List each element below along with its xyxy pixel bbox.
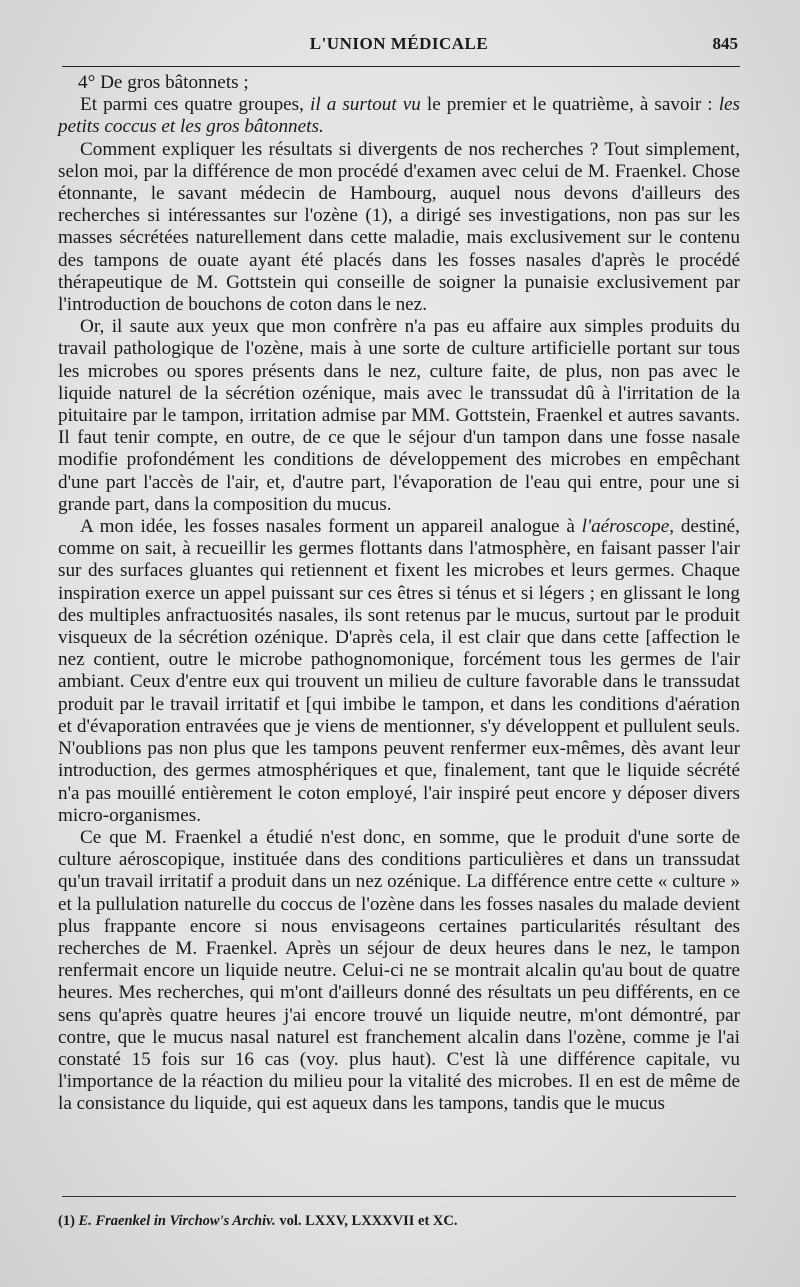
emphasis: l'aéroscope: [581, 516, 670, 538]
footnote-detail: vol. LXXV, LXXXVII et XC.: [275, 1213, 458, 1229]
running-title: L'UNION MÉDICALE: [309, 34, 489, 53]
page-header: [60, 34, 738, 64]
footnote: [58, 1212, 740, 1230]
paragraph-culture: Or, il saute aux yeux que mon confrère n'a pas eu affaire aux simples produits du travail pathologique de l'ozène, mais à une sorte de culture artificielle portant sur tous les microbes ou spores présents dans le nez, culture faite, de plus, non pas avec le liquide naturel de la sécrétion ozénique, mais avec le transsudat dû à l'irritation de la pituitaire par le tampon, irritation admise par MM. Gottstein, Fraenkel et autres savants. Il faut tenir compte, en outre, de ce que le séjour d'un tampon dans une fosse nasale modifie profondément les conditions de développement des microbes en empêchant d'une part l'accès de l'air, et, d'autre part, l'évaporation de l'eau qui entre, pour une si grande part, dans la composition du mucus.: [58, 316, 740, 515]
footnote-source: E. Fraenkel in Virchow's Archiv.: [78, 1213, 276, 1229]
footnote-marker: (1): [58, 1213, 79, 1229]
emphasis: il a surtout vu: [310, 94, 421, 116]
paragraph-aeroscope: A mon idée, les fosses nasales forment un appareil analogue à l'aéroscope, destiné, comme on sait, à recueillir les germes flottants dans l'atmosphère, en faisant passer l'air sur des surfaces gluantes qui retiennent et fixent les microbes et leurs germes. Chaque inspiration exerce un appel puissant sur ces êtres si ténus et si légers ; en glissant le long des multiples anfractuosités nasales, ils sont retenus par le mucus, surtout par le produit visqueux de la sécrétion ozénique. D'après cela, il est clair que dans cette [affection le nez contient, outre le microbe pathognomonique, forcément tous les germes de l'air ambiant. Ceux d'entre eux qui trouvent un milieu de culture favorable dans le transsudat produit par le travail irritatif et [qui imbibe le tampon, et dans les conditions d'aération et d'évaporation entravées que je viens de mentionner, s'y développent et pullulent seuls. N'oublions pas non plus que les tampons peuvent renfermer eux-mêmes, dès avant leur introduction, des germes atmosphériques et que, finalement, tant que le liquide sécrété n'a pas mouillé entièrement le coton employé, l'air inspiré peut encore y déposer divers micro-organismes.: [58, 516, 740, 826]
body-text: [58, 72, 740, 1116]
paragraph-explanation: Comment expliquer les résultats si divergents de nos recherches ? Tout simplement, selon moi, par la différence de mon procédé d'examen avec celui de M. Fraenkel. Chose étonnante, le savant médecin de Hambourg, auquel nous devons d'ailleurs des recherches si intéressantes sur l'ozène (1), a dirigé ses investigations, non pas sur les masses sécrétées naturellement dans cette maladie, mais exclusivement sur le contenu des tampons de ouate ayant été placés dans les fosses nasales d'après le procédé thérapeutique de M. Gottstein qui conseille de soigner la punaisie exclusivement par l'introduction de bouchons de coton dans le nez.: [58, 138, 740, 316]
footnote-rule: [62, 1196, 736, 1197]
page-number: 845: [712, 34, 738, 53]
paragraph-groups: Et parmi ces quatre groupes, il a surtout vu le premier et le quatrième, à savoir : les petits coccus et les gros bâtonnets.: [58, 94, 741, 138]
emphasis: les petits coccus et les gros bâtonnets.: [58, 94, 741, 138]
header-rule: [62, 66, 740, 67]
paragraph-conclusion: Ce que M. Fraenkel a étudié n'est donc, en somme, que le produit d'une sorte de culture aéroscopique, instituée dans des conditions particulières et dans un transsudat qu'un travail irritatif a produit dans un nez ozénique. La différence entre cette « culture » et la pullulation naturelle du coccus de l'ozène dans les fosses nasales du malade devient plus frappante encore si nous envisageons certaines particularités résultant des recherches de M. Fraenkel. Après un séjour de deux heures dans le nez, le tampon renfermait encore un liquide neutre. Celui-ci ne se montrait alcalin qu'au bout de quatre heures. Mes recherches, qui m'ont d'ailleurs donné des résultats un peu différents, en ce sens qu'après quatre heures j'ai encore trouvé un liquide neutre, m'ont démontré, par contre, que le mucus nasal naturel est franchement alcalin dans l'ozène, comme je l'ai constaté 15 fois sur 16 cas (voy. plus haut). C'est là une différence capitale, vu l'importance de la réaction du milieu pour la vitalité des microbes. Il en est de même de la consistance du liquide, qui est aqueux dans les tampons, tandis que le mucus: [58, 826, 740, 1115]
paragraph-list-item-4: 4° De gros bâtonnets ;: [78, 72, 249, 93]
